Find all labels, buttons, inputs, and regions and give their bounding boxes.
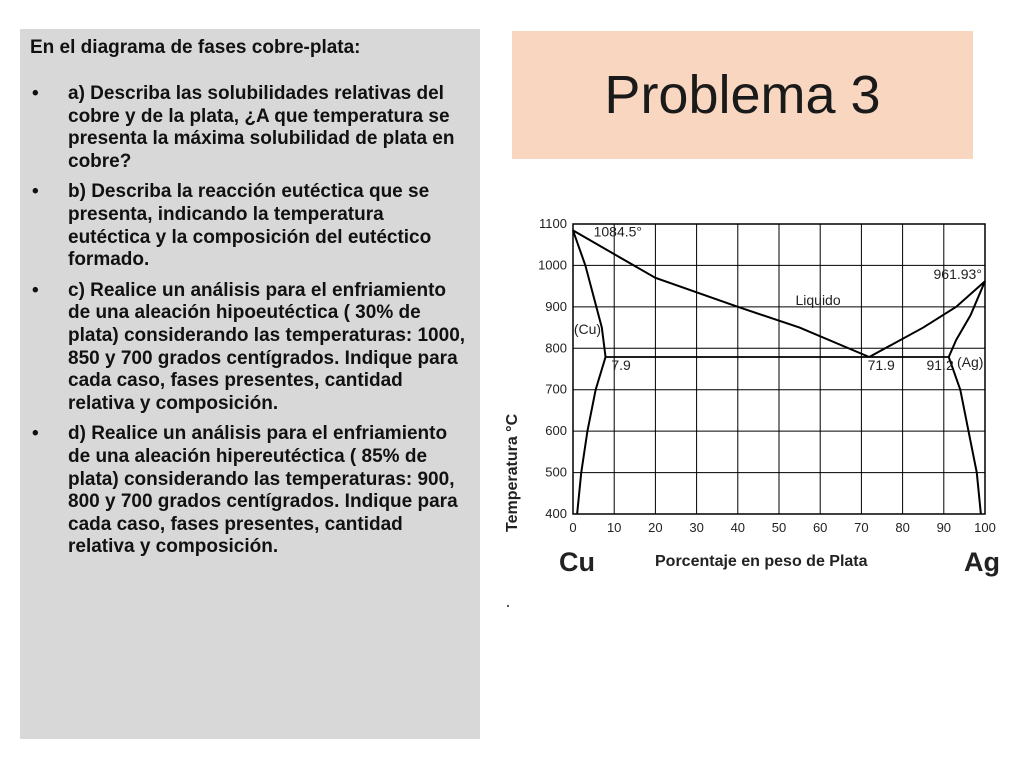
y-tick-label: 900 <box>545 298 567 314</box>
intro-text: En el diagrama de fases cobre-plata: <box>30 37 361 58</box>
x-tick-label: 60 <box>812 520 828 535</box>
question-list <box>30 83 470 559</box>
x-tick-label: 50 <box>771 520 787 535</box>
x-tick-label: 100 <box>974 520 996 535</box>
x-tick-label: 90 <box>936 520 952 535</box>
x-tick-label: 70 <box>854 520 869 535</box>
grid <box>573 224 985 514</box>
tick-labels <box>538 216 996 535</box>
y-tick-label: 700 <box>545 381 567 397</box>
question-b-text: b) Describa la reacción eutéctica que se presenta, indicando la temperatura eutéctica y la composición del eutéctico formado. <box>68 181 432 271</box>
liquid-region-label: Liquido <box>795 291 841 308</box>
x-tick-label: 10 <box>606 520 622 535</box>
question-panel <box>20 29 480 739</box>
y-tick-label: 1000 <box>538 257 567 273</box>
question-c <box>30 280 470 416</box>
y-tick-label: 800 <box>545 340 567 356</box>
question-a-text: a) Describa las solubilidades relativas del cobre y de la plata, ¿A que temperatura se presenta la máxima solubilidad de plata en cobre? <box>68 83 455 172</box>
solvus-ag-curve <box>949 357 981 514</box>
bullet-icon: • <box>32 83 39 104</box>
stray-dot <box>507 605 509 607</box>
phase-diagram <box>495 200 1010 595</box>
x-axis-label: Porcentaje en peso de Plata <box>655 553 868 570</box>
question-d <box>30 423 470 559</box>
ag-melting-label: 961.93° <box>933 266 982 283</box>
y-tick-label: 600 <box>545 423 567 439</box>
y-tick-label: 1100 <box>539 216 567 231</box>
y-axis-label: Temperatura °C <box>504 413 521 532</box>
title-box <box>512 31 973 159</box>
question-b <box>30 181 470 271</box>
solvus-cu-curve <box>577 357 605 514</box>
cu-axis-label: Cu <box>559 547 595 577</box>
solidus-cu-curve <box>573 230 606 357</box>
question-c-text: c) Realice un análisis para el enfriamiento de una aleación hipoeutéctica ( 30% de plata) considerando las temperaturas: 1000, 850 y 700 grados centígrados. Indique para cada caso, fases presentes, cantidad relativa y composición. <box>68 279 466 414</box>
eutectic-label: 71.9 <box>867 356 895 373</box>
question-a <box>30 83 470 173</box>
x-tick-label: 30 <box>689 520 704 535</box>
x-tick-label: 40 <box>730 520 746 535</box>
phase-diagram-svg <box>495 200 1010 590</box>
x-tick-label: 20 <box>648 520 663 535</box>
cu-melting-label: 1084.5° <box>593 223 643 240</box>
cu-phase-label: (Cu) <box>573 320 602 337</box>
bullet-icon: • <box>32 181 39 203</box>
x-tick-label: 0 <box>569 520 577 535</box>
x-tick-label: 80 <box>895 520 910 535</box>
ag-phase-label: (Ag) <box>956 353 984 370</box>
question-d-text: d) Realice un análisis para el enfriamiento de una aleación hipereutéctica ( 85% de plata) considerando las temperaturas: 900, 800 y 700 grados centígrados. Indique para cada caso, fases presentes, cantidad relativa y composición. <box>68 423 458 558</box>
y-tick-label: 500 <box>545 464 567 480</box>
bullet-icon: • <box>32 279 39 301</box>
cu-solvus-label: 7.9 <box>611 356 631 373</box>
solidus-ag-curve <box>949 281 985 357</box>
bullet-icon: • <box>32 423 39 445</box>
ag-axis-label: Ag <box>964 547 1000 577</box>
slide-title: Problema 3 <box>604 65 881 125</box>
ag-solvus-label: 91.2 <box>926 356 954 373</box>
y-tick-label: 400 <box>545 506 567 521</box>
